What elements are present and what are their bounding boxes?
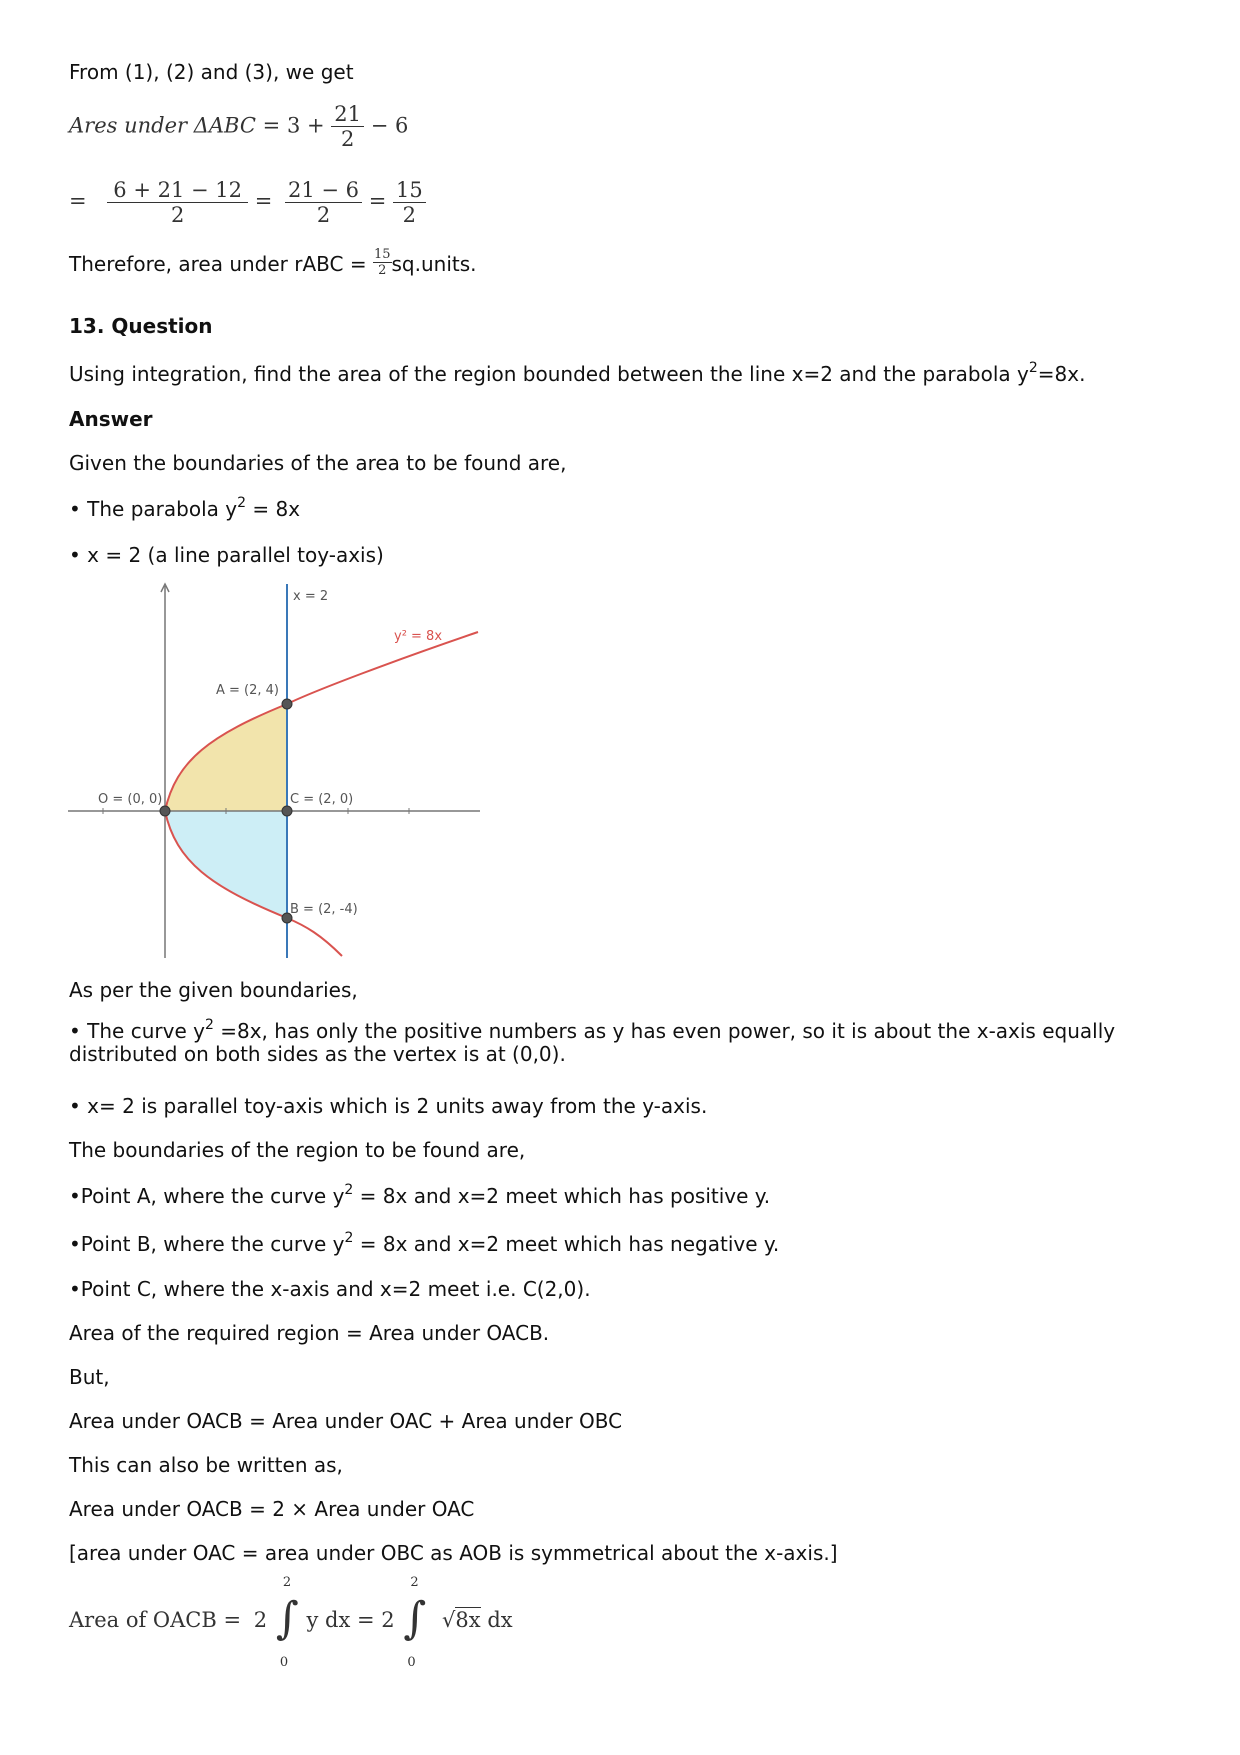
line-note: • x= 2 is parallel toy-axis which is 2 units away from the y-axis. [69, 1094, 708, 1118]
integral-lhs: Area of OACB = [69, 1608, 242, 1632]
upper-bound: 2 [282, 1575, 292, 1590]
boundaries-intro: The boundaries of the region to be found are, [69, 1138, 526, 1162]
curve-note-text: • The curve y [69, 1019, 205, 1043]
symmetry-note: [area under OAC = area under OBC as AOB is symmetrical about the x-axis.] [69, 1541, 838, 1565]
point-c-label: C = (2, 0) [290, 792, 354, 807]
fraction-denominator: 2 [170, 203, 185, 227]
fraction-numerator: 15 [373, 247, 391, 262]
curve-note [69, 1017, 1149, 1066]
but-text: But, [69, 1365, 110, 1389]
bullet-text-end: = 8x [246, 497, 301, 521]
fraction-numerator: 15 [393, 178, 426, 203]
integral-dx: dx [487, 1608, 513, 1632]
equation-simplify [69, 178, 426, 227]
fraction-denominator: 2 [316, 203, 331, 227]
fraction-numerator: 21 − 6 [285, 178, 362, 203]
equals-sign: = [368, 189, 387, 213]
point-a-marker [282, 699, 292, 709]
fraction-numerator: 6 + 21 − 12 [107, 178, 248, 203]
superscript: 2 [344, 1230, 354, 1246]
point-o-marker [160, 806, 170, 816]
fraction-step-1 [107, 178, 248, 227]
integral-sign-1 [274, 1575, 300, 1670]
therefore-line [69, 247, 477, 278]
fraction-step-2 [285, 178, 362, 227]
question-text-end: =8x. [1037, 362, 1086, 386]
fraction-numerator: 21 [331, 102, 364, 127]
integral-equation [69, 1575, 513, 1675]
fraction-step-3 [393, 178, 426, 227]
integral-sign-2 [401, 1575, 427, 1670]
given-text: Given the boundaries of the area to be found are, [69, 451, 567, 475]
lower-bound: 0 [279, 1655, 289, 1670]
also-written-text: This can also be written as, [69, 1453, 343, 1477]
question-heading: 13. Question [69, 314, 213, 338]
question-text-main: Using integration, find the area of the region bounded between the line x=2 and the parabola y [69, 362, 1029, 386]
point-o-label: O = (0, 0) [98, 792, 163, 807]
upper-bound: 2 [410, 1575, 419, 1590]
note-text-end: = 8x and x=2 meet which has negative y. [353, 1232, 780, 1256]
fraction-21-over-2 [331, 102, 364, 151]
note-text: •Point A, where the curve y [69, 1184, 345, 1208]
point-b-note [69, 1232, 779, 1256]
curve-note-end: =8x, has only the positive numbers as y has even power, so it is about the x-axis equally distributed on both sides as the vertex is at (0,0). [69, 1019, 1116, 1066]
fraction-denominator: 2 [340, 127, 355, 151]
integral-coefficient: 2 [253, 1608, 268, 1632]
question-text [69, 362, 1085, 386]
equation-term: 3 + [286, 113, 325, 138]
point-c-marker [282, 806, 292, 816]
superscript: 2 [1028, 360, 1038, 376]
fraction-15-over-2 [373, 247, 392, 278]
lower-bound: 0 [407, 1655, 416, 1670]
point-a-label: A = (2, 4) [216, 683, 280, 698]
fraction-denominator: 2 [402, 203, 417, 227]
point-b-label: B = (2, -4) [290, 902, 358, 917]
equation-area-abc [69, 102, 408, 151]
per-boundaries-text: As per the given boundaries, [69, 978, 358, 1002]
sqrt-icon: √ [442, 1608, 456, 1632]
bullet-text: • The parabola y [69, 497, 238, 521]
bullet-parabola [69, 497, 300, 521]
therefore-prefix: Therefore, area under rABC = [69, 252, 367, 276]
integral-body-1: y dx = 2 [306, 1608, 395, 1632]
sqrt-expression [442, 1608, 481, 1632]
integral-icon: ∫ [403, 1593, 427, 1644]
bullet-line: • x = 2 (a line parallel toy-axis) [69, 543, 384, 567]
fraction-denominator: 2 [378, 263, 387, 278]
area-required-text: Area of the required region = Area under OACB. [69, 1321, 550, 1345]
point-a-note [69, 1184, 770, 1208]
parabola-figure [66, 580, 482, 960]
note-text-end: = 8x and x=2 meet which has positive y. [353, 1184, 771, 1208]
sqrt-radicand: 8x [455, 1608, 481, 1632]
point-c-note: •Point C, where the x-axis and x=2 meet i.e. C(2,0). [69, 1277, 591, 1301]
superscript: 2 [204, 1017, 214, 1033]
area-double-text: Area under OACB = 2 × Area under OAC [69, 1497, 475, 1521]
therefore-suffix: sq.units. [391, 252, 477, 276]
integral-icon: ∫ [275, 1593, 299, 1644]
line-label: x = 2 [293, 589, 329, 604]
area-sum-text: Area under OACB = Area under OAC + Area under OBC [69, 1409, 623, 1433]
superscript: 2 [237, 495, 246, 511]
upper-region-fill [165, 704, 287, 811]
equals-sign: = [69, 189, 87, 213]
curve-label: y² = 8x [394, 629, 443, 644]
equals-sign: = [254, 189, 273, 213]
lower-region-fill [165, 811, 287, 918]
answer-heading: Answer [69, 407, 153, 431]
equation-tail: − 6 [370, 113, 409, 138]
superscript: 2 [344, 1182, 354, 1198]
equation-equals: = [262, 113, 281, 138]
intro-text: From (1), (2) and (3), we get [69, 60, 354, 84]
note-text: •Point B, where the curve y [69, 1232, 345, 1256]
equation-lhs: Ares under ΔABC [69, 113, 256, 138]
